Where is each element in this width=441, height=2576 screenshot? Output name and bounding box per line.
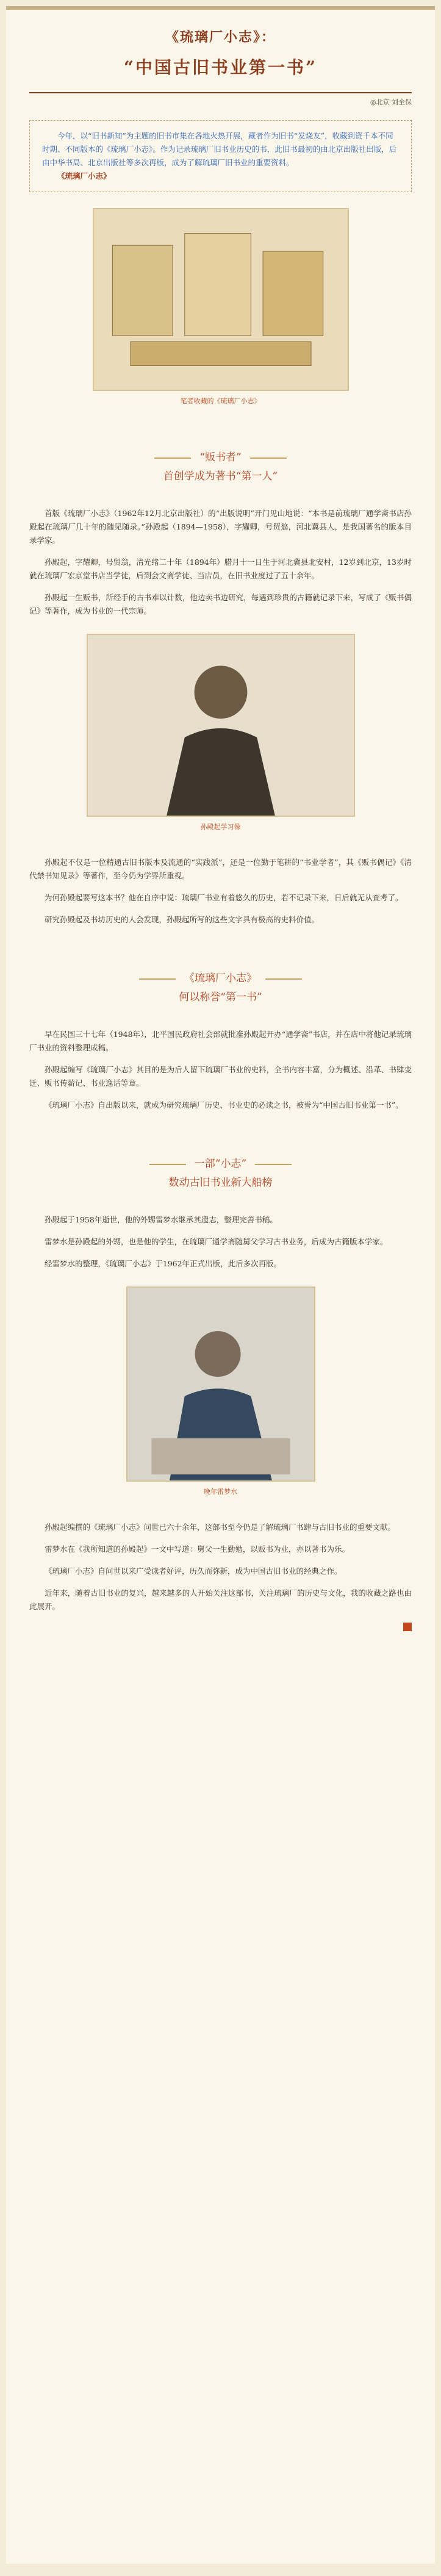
elder-photo bbox=[126, 1286, 315, 1482]
paragraph: 首版《琉璃厂小志》（1962年12月北京出版社）的“出版说明”开门见山地说：“本书是前琉璃厂通学斋书店孙殿起在琉璃厂几十年的随见随录。”孙殿起（1894—1958），字耀卿，号贸翁，河北冀县人，是我国著名的版本目录学家。 bbox=[29, 509, 412, 545]
section-1-title-1: “贩书者” bbox=[199, 451, 242, 464]
title-divider bbox=[29, 92, 412, 93]
section-3-title-1: 一部“小志” bbox=[194, 1158, 247, 1170]
portrait-photo bbox=[87, 634, 355, 817]
section-1-body bbox=[29, 507, 412, 618]
books-caption: 笔者收藏的《琉璃厂小志》 bbox=[180, 397, 261, 405]
section-3-more bbox=[29, 1521, 412, 1613]
paragraph: 《琉璃厂小志》自出版以来，就成为研究琉璃厂历史、书业史的必读之书，被誉为“中国古旧书业第一书”。 bbox=[45, 1100, 403, 1110]
byline: ◎北京 刘全保 bbox=[370, 98, 412, 106]
paragraph: 孙殿起不仅是一位精通古旧书版本及流通的“实践派”，还是一位勤于笔耕的“书业学者”，其《贩书偶记》《清代禁书知见录》等著作，至今仍为学界所重视。 bbox=[29, 858, 412, 880]
portrait-illustration bbox=[88, 635, 354, 816]
section-heading-3 bbox=[29, 1155, 412, 1189]
article-page bbox=[6, 6, 435, 2564]
top-decoration bbox=[6, 6, 435, 10]
elder-illustration bbox=[127, 1288, 314, 1480]
section-2-body bbox=[29, 1028, 412, 1112]
lead-box bbox=[29, 120, 412, 192]
section-heading-2 bbox=[29, 969, 412, 1003]
lead-highlight: 《琉璃厂小志》 bbox=[57, 171, 111, 181]
paragraph: 孙殿起一生贩书，所经手的古书难以计数，他边卖书边研究，每遇到珍贵的古籍就记录下来，写成了《贩书偶记》等著作，成为书业的一代宗师。 bbox=[29, 593, 412, 615]
paragraph: 孙殿起编写《琉璃厂小志》其目的是为后人留下琉璃厂书业的史料，全书内容丰富，分为概述、沿革、书肆变迁、贩书传薪记、书业逸话等章。 bbox=[29, 1065, 412, 1088]
paragraph: 雷梦水在《我所知道的孙殿起》一文中写道：舅父一生勤勉，以贩书为业，亦以著书为乐。 bbox=[45, 1545, 350, 1554]
section-1-title-2: 首创学成为著书“第一人” bbox=[163, 470, 278, 483]
paragraph: 雷梦水是孙殿起的外甥，也是他的学生，在琉璃厂通学斋随舅父学习古书业务，后成为古籍版本学家。 bbox=[45, 1237, 388, 1246]
books-illustration bbox=[94, 209, 348, 390]
article-title: “中国古旧书业第一书” bbox=[123, 57, 318, 77]
paragraph: 孙殿起，字耀卿，号贸翁，清光绪二十年（1894年）腊月十一日生于河北冀县北安村，12岁到北京，13岁时就在琉璃厂宏京堂书店当学徒，后到会文斋学徒、当店员，在旧书业度过了五十余年。 bbox=[29, 558, 412, 580]
section-2-title-2: 何以称誉“第一书” bbox=[179, 991, 262, 1003]
section-3-title-2: 数动古旧书业新大船榜 bbox=[168, 1177, 273, 1189]
lead-paragraph: 今年，以“旧书新知”为主题的旧书市集在各地火热开展，藏者作为旧书“发烧友”，收藏到资千本不同时期、不同版本的《琉璃厂小志》。作为记录琉璃厂旧书业历史的书，此旧书最初的由北京出版社出版，后由中华书局、北京出版社等多次再版，成为了解琉璃厂旧书业的重要资料。 bbox=[42, 131, 397, 167]
paragraph: 近年来，随着古旧书业的复兴，越来越多的人开始关注这部书，关注琉璃厂的历史与文化，我的收藏之路也由此展开。 bbox=[29, 1588, 412, 1611]
section-heading-1 bbox=[29, 448, 412, 483]
article-subtitle: 《琉璃厂小志》： bbox=[165, 29, 276, 45]
section-3-body bbox=[29, 1213, 412, 1271]
paragraph: 孙殿起编撰的《琉璃厂小志》问世已六十余年，这部书至今仍是了解琉璃厂书肆与古旧书业的重要文献。 bbox=[45, 1523, 396, 1532]
paragraph: 《琉璃厂小志》自问世以来广受读者好评，历久而弥新，成为中国古旧书业的经典之作。 bbox=[45, 1566, 342, 1576]
section-2-title-1: 《琉璃厂小志》 bbox=[184, 972, 257, 985]
paragraph: 为何孙殿起要写这本书？他在自序中说：琉璃厂书业有着悠久的历史，若不记录下来，日后就无从查考了。 bbox=[45, 893, 403, 902]
portrait-caption: 孙殿起学习像 bbox=[200, 823, 241, 831]
paragraph: 研究孙殿起及书坊历史的人会发现，孙殿起所写的这些文字具有极高的史料价值。 bbox=[45, 915, 320, 924]
paragraph: 早在民国三十七年（1948年），北平国民政府社会部就批准孙殿起开办“通学斋”书店，并在店中将他记录琉璃厂书业的资料整理成稿。 bbox=[29, 1030, 412, 1052]
books-photo bbox=[93, 208, 349, 391]
elder-caption: 晚年雷梦水 bbox=[204, 1488, 237, 1496]
paragraph: 经雷梦水的整理，《琉璃厂小志》于1962年正式出版，此后多次再版。 bbox=[45, 1259, 282, 1268]
end-mark bbox=[29, 1622, 412, 1634]
paragraph: 孙殿起于1958年逝世，他的外甥雷梦水继承其遗志，整理完善书稿。 bbox=[45, 1215, 278, 1224]
section-1-more bbox=[29, 856, 412, 927]
end-mark-square bbox=[403, 1623, 412, 1631]
